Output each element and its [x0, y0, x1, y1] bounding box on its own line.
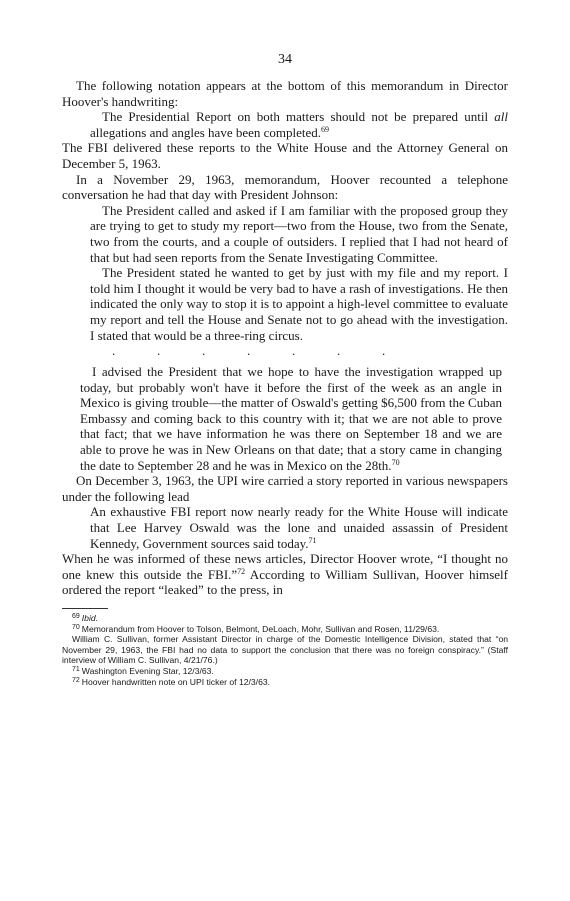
footnote — [62, 666, 508, 677]
ellipsis-dot: . — [337, 343, 341, 359]
ellipsis-dot: . — [112, 343, 116, 359]
block-quote — [80, 364, 502, 473]
footnote-reference: 69 — [321, 124, 330, 134]
ellipsis-row — [112, 343, 508, 358]
block-quote: The President called and asked if I am familiar with the proposed group they are trying to get to study my report—two from the House, two from the Senate, two from the courts, and a couple of outsiders. I replied that I had not heard of that but had seen reports from the Senate Investigating Committee. — [90, 202, 508, 265]
footnote — [62, 624, 508, 635]
footnote-text: Washington Evening Star, 12/3/63. — [81, 665, 214, 676]
footnote-text: Memorandum from Hoover to Tolson, Belmont, DeLoach, Mohr, Sullivan and Rosen, 11/29/63. — [81, 623, 440, 634]
block-quote: The President stated he wanted to get by just with my file and my report. I told him I thought it would be very bad to have a rash of investigations. He then indicated the only way to stop it is to appoint a high-level committee to evaluate my report and tell the House and Senate not to go ahead with the investigation. I stated that would be a three-ring circus. — [90, 265, 508, 343]
body-text — [62, 78, 508, 687]
quote-text: The Presidential Report on both matters should not be prepared until — [102, 109, 495, 125]
footnote-reference: 72 — [237, 566, 246, 576]
footnote-mark: 70 — [72, 623, 80, 631]
footnote — [62, 677, 508, 688]
footnote-mark: 71 — [72, 665, 80, 673]
footnote-reference: 70 — [391, 457, 400, 467]
paragraph — [62, 551, 508, 598]
ellipsis-dot: . — [292, 343, 296, 359]
block-quote — [90, 504, 508, 551]
footnote-mark: 69 — [72, 613, 80, 620]
footnote-text: William C. Sullivan, former Assistant Director in charge of the Domestic Intelligence Division, stated that “on November 29, 1963, the FBI had no data to support the conclusion that there was no foreign conspiracy.” (Staff interview of William C. Sullivan, 4/21/76.) — [62, 634, 508, 666]
footnote-mark: 72 — [72, 676, 80, 684]
paragraph-text: When he was informed of these news articles, Director Hoover wrote, “I thought no one knew this outside the FBI.” — [62, 551, 508, 582]
quote-text: I advised the President that we hope to have the investigation wrapped up today, but probably won't have it before the first of the week as an angle in Mexico is giving trouble—the matter of Oswald's getting $6,500 from the Cuban Embassy and coming back to this country with it; that we are not able to prove that fact; that we have information he was there on September 18 and we are able to prove he was in New Orleans on that date; that a story came in changing the date to September 28 and he was in Mexico on the 28th. — [80, 364, 502, 473]
page-number: 34 — [278, 52, 292, 67]
footnote-reference: 71 — [308, 535, 317, 545]
paragraph: In a November 29, 1963, memorandum, Hoover recounted a telephone conversation he had that day with President Johnson: — [62, 171, 508, 203]
footnote — [62, 613, 508, 624]
block-quote — [90, 109, 508, 140]
footnote-text: Hoover handwritten note on UPI ticker of 12/3/63. — [81, 676, 271, 687]
ellipsis-dot: . — [202, 343, 206, 359]
quote-text: allegations and angles have been completed. — [90, 124, 322, 140]
emphasis: all — [494, 109, 508, 125]
ellipsis-dot: . — [382, 343, 386, 359]
paragraph: The FBI delivered these reports to the White House and the Attorney General on December 5, 1963. — [62, 140, 508, 171]
paragraph: On December 3, 1963, the UPI wire carried a story reported in various newspapers under the following lead — [62, 473, 508, 504]
paragraph-text: According to William Sullivan, Hoover himself ordered the report “leaked” to the press, in — [62, 566, 508, 598]
quote-text: An exhaustive FBI report now nearly ready for the White House will indicate that Lee Harvey Oswald was the lone and unaided assassin of President Kennedy, Government sources said today. — [90, 504, 508, 551]
ellipsis-dot: . — [247, 343, 251, 359]
footnote — [62, 634, 508, 666]
footnote-text: Ibid. — [81, 613, 99, 623]
footnote-divider — [62, 608, 108, 609]
ellipsis-dot: . — [157, 343, 161, 359]
paragraph: The following notation appears at the bottom of this memorandum in Director Hoover's handwriting: — [62, 78, 508, 109]
